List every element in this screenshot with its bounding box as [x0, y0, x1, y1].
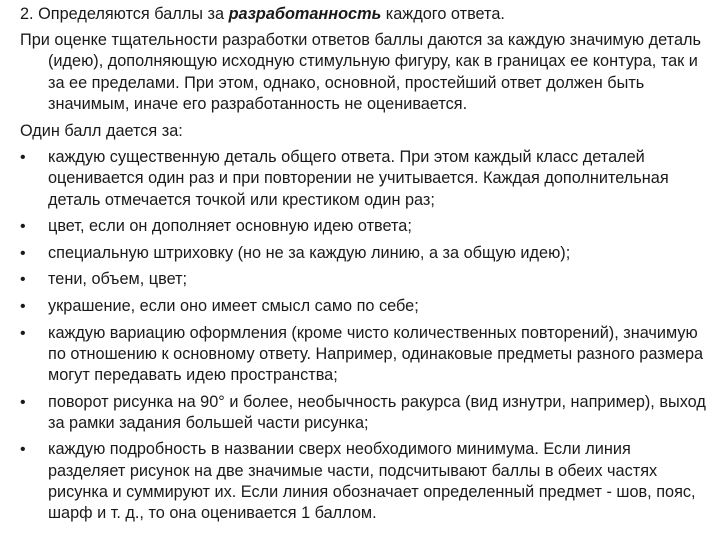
heading-emphasis: разработанность — [228, 5, 382, 23]
list-item-text: каждую вариацию оформления (кроме чисто количественных повторений), значимую по отношению к основному ответу. Например, одинаковые предметы разного размера могут передавать идею пространства; — [48, 323, 704, 384]
bullet-icon: • — [20, 324, 26, 342]
bullet-icon: • — [20, 298, 26, 315]
heading-suffix: каждого ответа. — [381, 5, 505, 23]
bullet-icon: • — [20, 271, 26, 289]
list-item — [20, 147, 710, 211]
list-item — [20, 323, 710, 387]
section-heading — [20, 4, 710, 25]
lead-line: Один балл дается за: — [20, 122, 183, 141]
list-item — [20, 243, 710, 264]
list-item — [20, 269, 710, 290]
intro-paragraph: При оценке тщательности разработки ответов баллы даются за каждую значимую деталь (идею), дополняющую исходную стимульную фигуру, как в границах ее контура, так и за ее пределами. При этом, однако, основной, простейший ответ должен быть значимым, иначе его разработанность не оценивается. — [20, 31, 701, 113]
list-item — [20, 392, 710, 434]
bullet-icon: • — [20, 393, 26, 411]
bullet-icon: • — [20, 441, 26, 459]
list-item-text: специальную штриховку (но не за каждую линию, а за общую идею); — [48, 243, 571, 262]
list-item-text: цвет, если он дополняет основную идею ответа; — [48, 217, 412, 236]
list-item-text: каждую подробность в названии сверх необходимого минимума. Если линия разделяет рисунок на две значимые части, подсчитывают баллы в обеих частях рисунка и суммируют их. Если линия обозначает определенный предмет - шов, пояс, шарф и т. д., то она оценивается 1 баллом. — [48, 440, 696, 522]
list-item — [20, 296, 710, 317]
criteria-list — [20, 147, 710, 524]
bullet-icon: • — [20, 218, 26, 236]
bullet-icon: • — [20, 244, 26, 262]
bullet-icon: • — [20, 149, 26, 167]
list-item — [20, 439, 710, 524]
list-item-text: каждую существенную деталь общего ответа. При этом каждый класс деталей оценивается один раз и при повторении не учитывается. Каждая дополнительная деталь отмечается точкой или крестиком один раз; — [48, 148, 669, 209]
list-item-text: поворот рисунка на 90° и более, необычность ракурса (вид изнутри, например), выход за рамки задания большей части рисунка; — [48, 392, 706, 432]
list-item — [20, 216, 710, 237]
list-item-text: украшение, если оно имеет смысл само по себе; — [48, 297, 419, 315]
heading-prefix: 2. Определяются баллы за — [20, 5, 229, 23]
slide-content — [20, 4, 710, 530]
list-item-text: тени, объем, цвет; — [48, 270, 188, 289]
